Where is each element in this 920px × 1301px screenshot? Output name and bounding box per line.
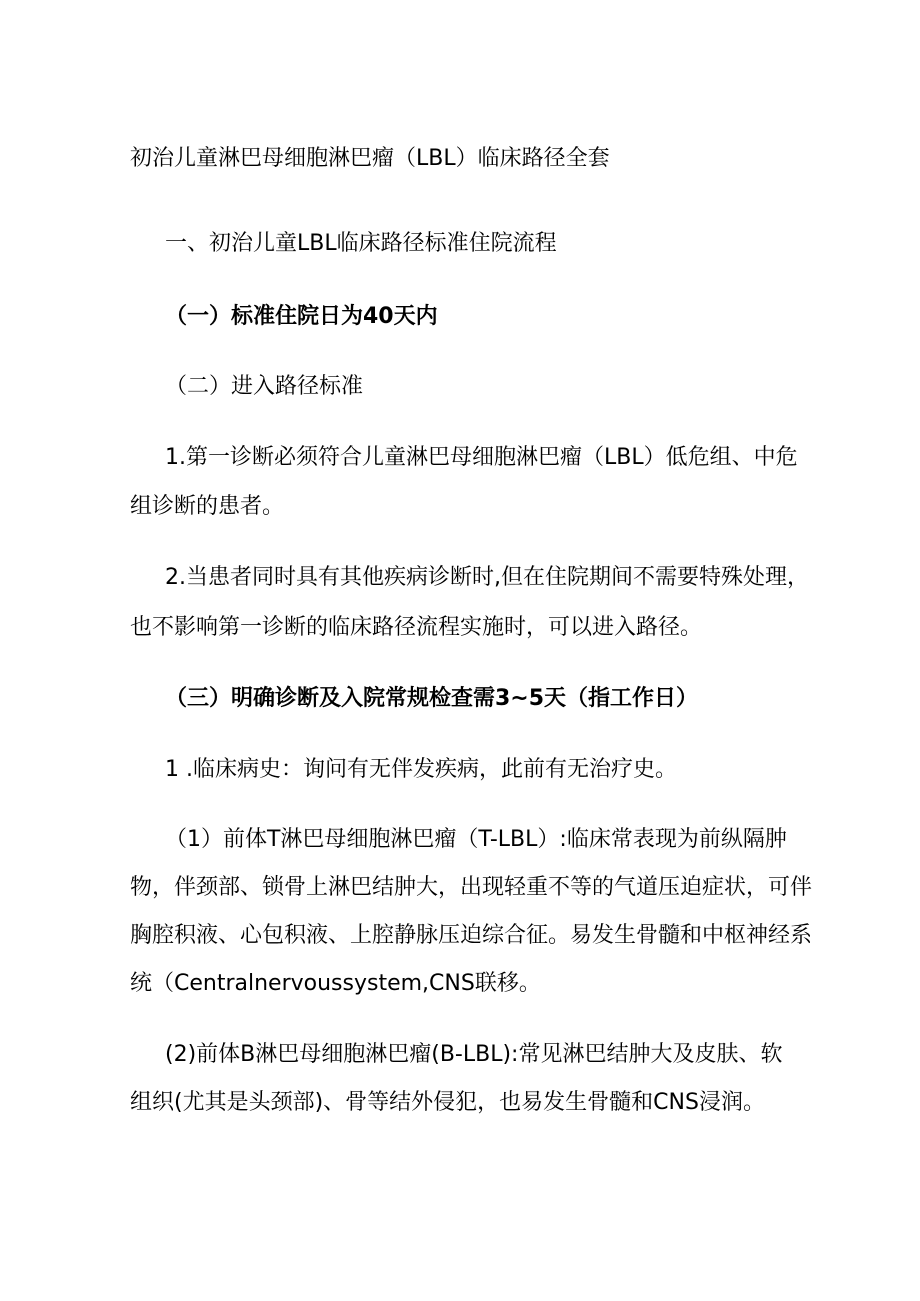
document-title: 初治儿童淋巴母细胞淋巴瘤（LBL）临床路径全套 [130,146,610,171]
subsection-heading: （一）标准住院日为40天内 [165,304,438,329]
paragraph-line: 组诊断的患者。 [130,494,285,519]
section-heading: 一、初治儿童LBL临床路径标准住院流程 [165,231,557,256]
subsection-heading: （二）进入路径标准 [165,374,364,399]
paragraph-line: 统（Centralnervoussystem,CNS联移。 [130,971,541,996]
paragraph-line: 也不影响第一诊断的临床路径流程实施时，可以进入路径。 [130,615,703,640]
paragraph-line: 组织(尤其是头颈部)、骨等结外侵犯，也易发生骨髓和CNS浸润。 [130,1090,765,1115]
paragraph-line: 1.第一诊断必须符合儿童淋巴母细胞淋巴瘤（LBL）低危组、中危 [165,445,798,470]
paragraph-line: (2)前体B淋巴母细胞淋巴瘤(B-LBL):常见淋巴结肿大及皮肤、软 [165,1042,783,1067]
paragraph-line: 胸腔积液、心包积液、上腔静脉压迫综合征。易发生骨髓和中枢神经系 [130,923,813,948]
paragraph-line: 1 .临床病史：询问有无伴发疾病，此前有无治疗史。 [165,757,677,782]
paragraph-line: 物，伴颈部、锁骨上淋巴结肿大，出现轻重不等的气道压迫症状，可伴 [130,875,813,900]
paragraph-line: 2.当患者同时具有其他疾病诊断时,但在住院期间不需要特殊处理， [165,565,809,590]
subsection-heading: （三）明确诊断及入院常规检查需3~5天（指工作日） [165,686,699,711]
paragraph-line: （1）前体T淋巴母细胞淋巴瘤（T-LBL）:临床常表现为前纵隔肿 [165,827,787,852]
